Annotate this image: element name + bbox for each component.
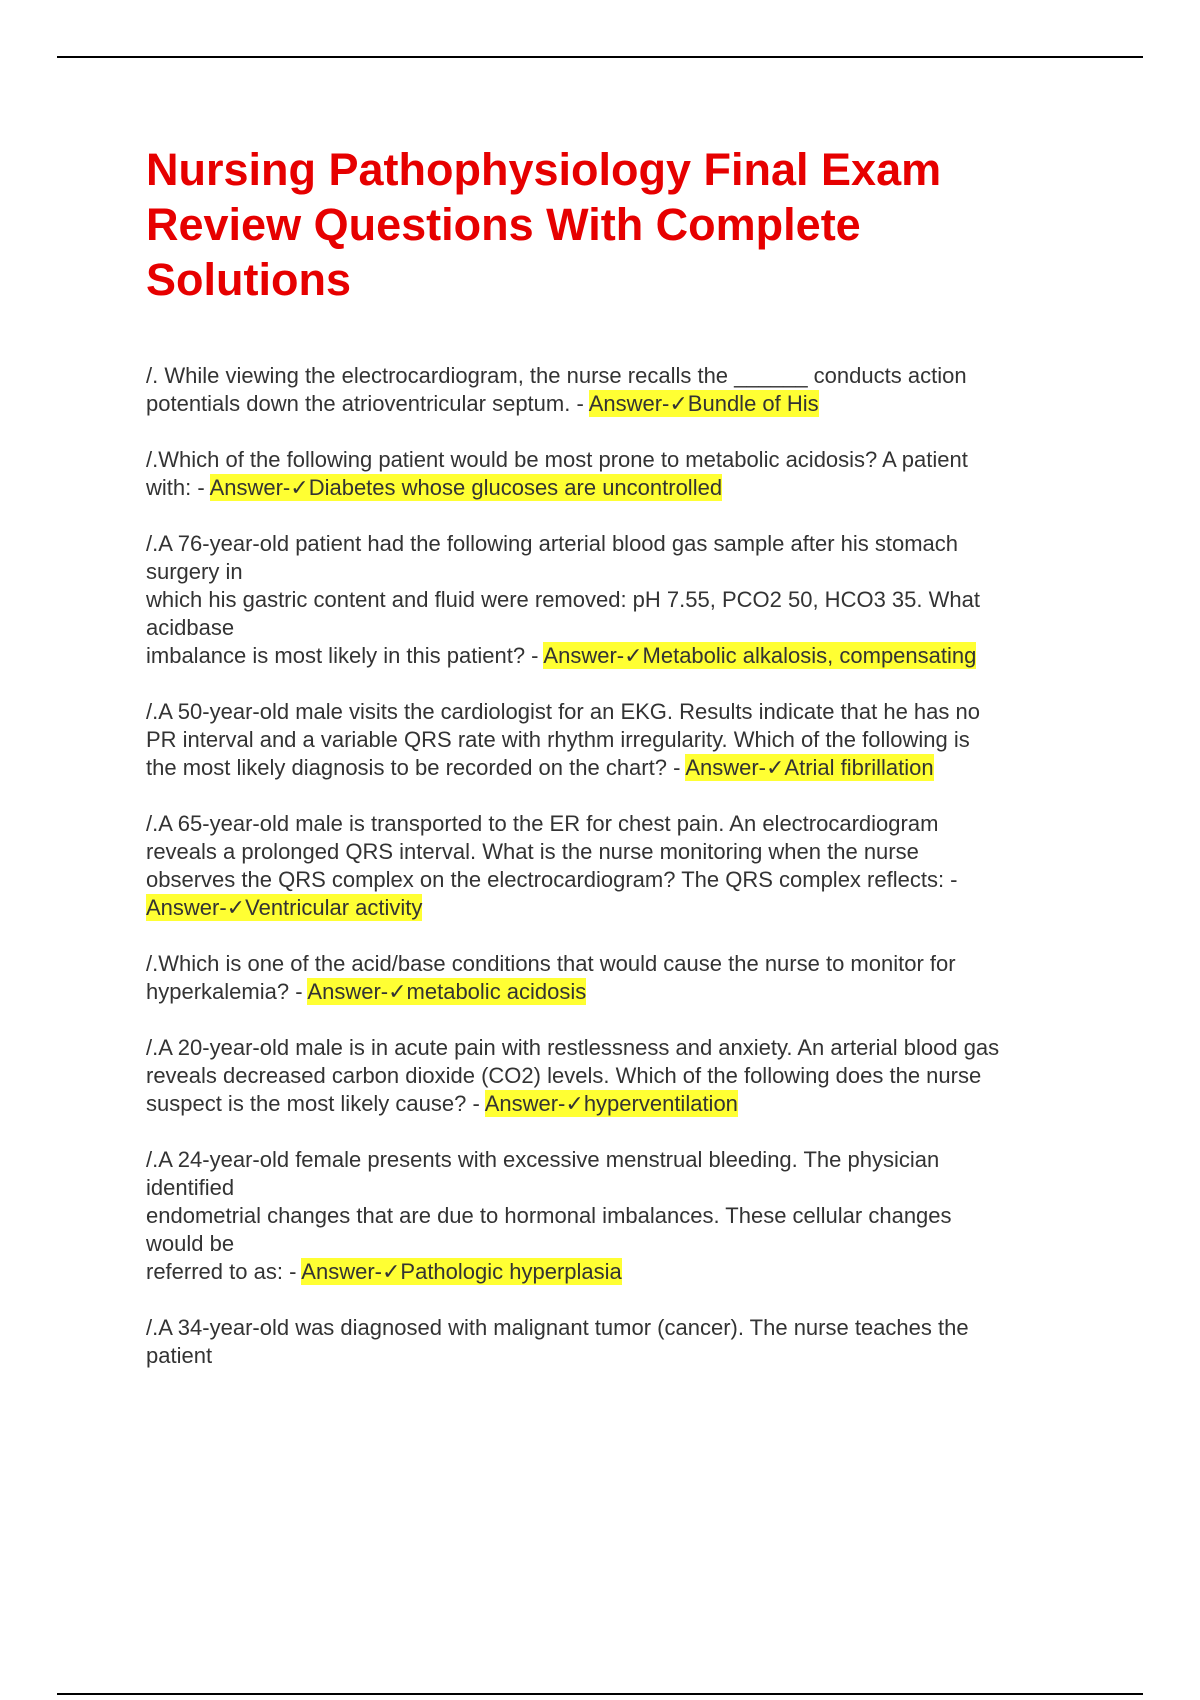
document-body: [146, 142, 1106, 1398]
answer-highlight: Answer-✓hyperventilation: [484, 1091, 738, 1116]
question-item: [146, 698, 1106, 782]
question-item: [146, 950, 1106, 1006]
question-item: [146, 446, 1106, 502]
question-text: /.A 20-year-old male is in acute pain with restlessness and anxiety. An arterial blood gas reveals decreased carbon dioxide (CO2) levels. Which of the following does the nurse suspect is the most likely cause? -: [146, 1035, 1000, 1116]
question-item: [146, 1146, 1106, 1286]
answer-highlight: Answer-✓Atrial fibrillation: [685, 755, 934, 780]
answer-highlight: Answer-✓Bundle of His: [588, 391, 819, 416]
question-text: /. While viewing the electrocardiogram, the nurse recalls the ______ conducts action potentials down the atrioventricular septum. -: [146, 363, 967, 416]
question-text: /.A 65-year-old male is transported to the ER for chest pain. An electrocardiogram reveals a prolonged QRS interval. What is the nurse monitoring when the nurse observes the QRS complex on the electrocardiogram? The QRS complex reflects: -: [146, 811, 958, 892]
answer-highlight: Answer-✓Ventricular activity: [146, 895, 423, 920]
footer-rule: [57, 1693, 1143, 1695]
question-text: /.Which is one of the acid/base conditions that would cause the nurse to monitor for hyperkalemia? -: [146, 951, 956, 1004]
question-item: [146, 810, 1106, 922]
question-item: [146, 530, 1106, 670]
question-item: [146, 362, 1106, 418]
question-text: /.A 24-year-old female presents with excessive menstrual bleeding. The physician identified endometrial changes that are due to hormonal imbalances. These cellular changes would be referred to as: -: [146, 1147, 952, 1284]
header-rule: [57, 56, 1143, 58]
question-text: /.A 34-year-old was diagnosed with malignant tumor (cancer). The nurse teaches the patient: [146, 1315, 969, 1368]
answer-highlight: Answer-✓metabolic acidosis: [307, 979, 587, 1004]
question-item: [146, 1314, 1106, 1370]
question-text: /.A 50-year-old male visits the cardiologist for an EKG. Results indicate that he has no PR interval and a variable QRS rate with rhythm irregularity. Which of the following is the most likely diagnosis to be recorded on the chart? -: [146, 699, 980, 780]
answer-highlight: Answer-✓Diabetes whose glucoses are uncontrolled: [209, 475, 723, 500]
answer-highlight: Answer-✓Metabolic alkalosis, compensating: [543, 643, 977, 668]
document-title: Nursing Pathophysiology Final Exam Review Questions With Complete Solutions: [146, 144, 942, 305]
question-item: [146, 1034, 1106, 1118]
question-text: /.A 76-year-old patient had the following arterial blood gas sample after his stomach surgery in which his gastric content and fluid were removed: pH 7.55, PCO2 50, HCO3 35. What acidbase imbalance is most likely in this patient? -: [146, 531, 980, 668]
question-text: /.Which of the following patient would be most prone to metabolic acidosis? A patient with: -: [146, 447, 968, 500]
answer-highlight: Answer-✓Pathologic hyperplasia: [301, 1259, 622, 1284]
question-list: [146, 362, 1106, 1370]
